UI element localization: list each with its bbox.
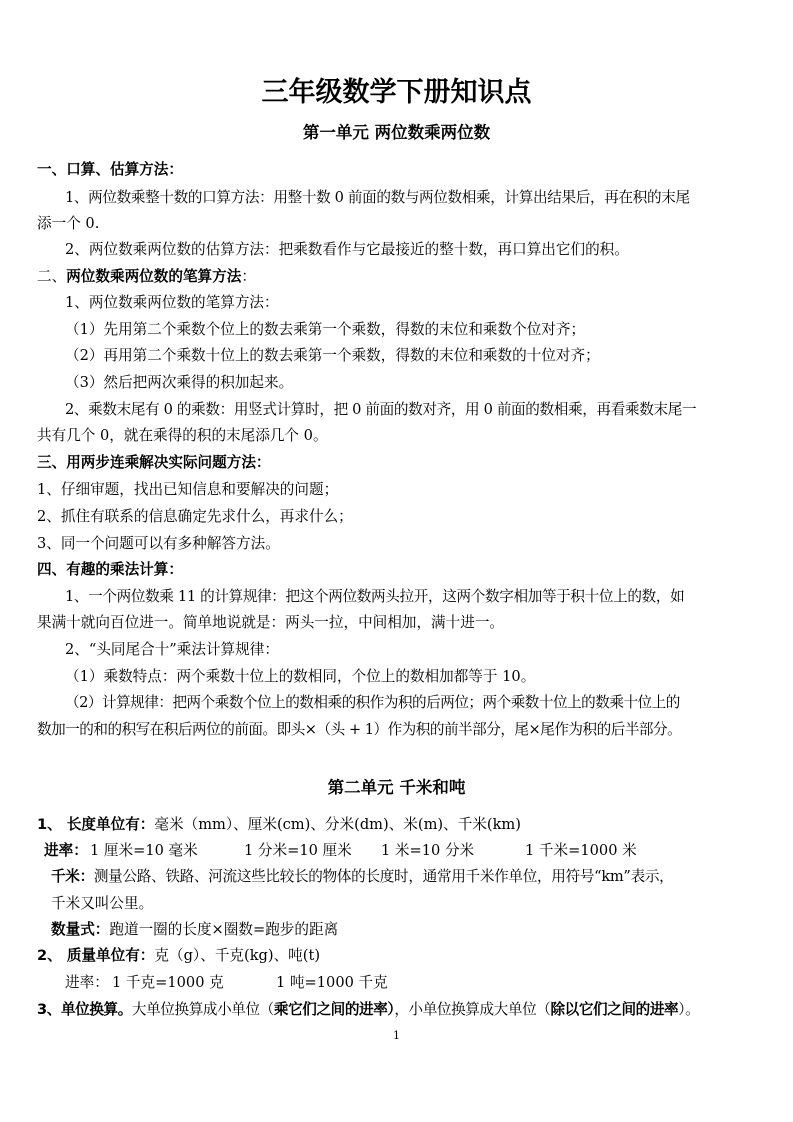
formula-line [51,920,338,940]
paragraph-line: 2、“头同尾合十”乘法计算规律： [65,641,279,658]
paragraph-line: 千米又叫公里。 [51,895,154,912]
length-units-line [37,815,521,835]
conversion-item: 1 千克=1000 克 [112,974,224,991]
label: 千米： [51,868,94,885]
label: 1、 长度单位有： [37,816,155,833]
paragraph-line: 2、两位数乘两位数的估算方法：把乘数看作与它最接近的整十数，再口算出它们的积。 [65,241,629,258]
label: 2、 质量单位有： [37,947,155,964]
unit-conversion-line [37,1000,699,1020]
label: 3、单位换算。 [37,1001,132,1018]
paragraph-line: 数加一的和的积写在积后两位的前面。即头×（头 + 1）作为积的前半部分，尾×尾作为积的后半部分。 [37,721,682,738]
label: 进率： [44,842,88,859]
conversion-item: 1 千米=1000 米 [525,842,637,859]
value-text: 测量公路、铁路、河流这些比较长的物体的长度时，通常用千米作单位，用符号“km”表示， [93,868,674,885]
conversion-item: 1 吨=1000 千克 [276,974,388,991]
paragraph-line: 2、抓住有联系的信息确定先求什么，再求什么； [37,508,353,525]
section-heading-prefix: 二、 [37,268,67,285]
paragraph-line: 1、一个两位数乘 11 的计算规律：把这个两位数两头拉开，这两个数字相加等于积十位上的数，如 [65,588,685,605]
section-heading-colon: ： [241,268,256,285]
value-text: 跑道一圈的长度×圈数=跑步的距离 [109,921,339,938]
label: 数量式： [51,921,110,938]
paragraph-line: 果满十就向百位进一。简单地说就是：两头一拉，中间相加，满十进一。 [37,614,505,631]
unit1-title: 第一单元 两位数乘两位数 [302,123,491,142]
paragraph-line: （1）乘数特点：两个乘数十位上的数相同，个位上的数相加都等于 10。 [65,668,536,685]
paragraph-line: 添一个 0. [37,215,100,232]
value-text: ，小单位换算成大单位（ [394,1001,551,1018]
conversion-item: 1 米=10 分米 [381,842,475,859]
paragraph-line: 1、仔细审题，找出已知信息和要解决的问题； [37,481,339,498]
paragraph-line: （3）然后把两次乘得的积加起来。 [65,374,294,391]
mass-units-line [37,946,320,966]
value-text: 克（g）、千克(kg)、吨(t) [154,947,321,964]
section-heading [37,267,256,287]
section-heading-text: 两位数乘两位数的笔算方法 [66,268,242,285]
page-number: 1 [393,1029,400,1042]
paragraph-line: 1、两位数乘两位数的笔算方法： [65,294,279,311]
emphasis-text: 除以它们之间的进率 [550,1001,679,1018]
conversion-item: 1 厘米=10 毫米 [90,842,198,859]
km-definition-line [51,867,673,887]
value-text: ）。 [678,1001,700,1018]
page-title: 三年级数学下册知识点 [261,77,532,108]
section-heading: 四、有趣的乘法计算： [37,561,183,578]
paragraph-line: 1、两位数乘整十数的口算方法：用整十数 0 前面的数与两位数相乘，计算出结果后，再在积的末尾 [65,189,690,206]
paragraph-line: （2）计算规律：把两个乘数个位上的数相乘的积作为积的后两位；两个乘数十位上的数乘十位上的 [65,694,680,711]
paragraph-line: 共有几个 0，就在乘得的积的末尾添几个 0。 [37,427,328,444]
section-heading: 一、口算、估算方法： [37,161,183,178]
paragraph-line: （2）再用第二个乘数十位上的数去乘第一个乘数，得数的末位和乘数的十位对齐； [65,347,600,364]
value-text: 毫米（mm）、厘米(cm)、分米(dm)、米(m)、千米(km) [154,816,521,833]
conversion-item: 1 分米=10 厘米 [244,842,352,859]
emphasis-text: 乘它们之间的进率） [273,1001,395,1018]
unit2-title: 第二单元 千米和吨 [327,778,466,797]
value-text: 大单位换算成小单位（ [131,1001,274,1018]
paragraph-line: 3、同一个问题可以有多种解答方法。 [37,535,280,552]
paragraph-line: 2、乘数末尾有 0 的乘数：用竖式计算时，把 0 前面的数对齐，用 0 前面的数相乘，再看乘数末尾一 [65,401,697,418]
section-heading: 三、用两步连乘解决实际问题方法： [37,454,271,471]
paragraph-line: （1）先用第二个乘数个位上的数去乘第一个乘数，得数的末位和乘数个位对齐； [65,321,586,338]
label: 进率： [65,974,109,991]
